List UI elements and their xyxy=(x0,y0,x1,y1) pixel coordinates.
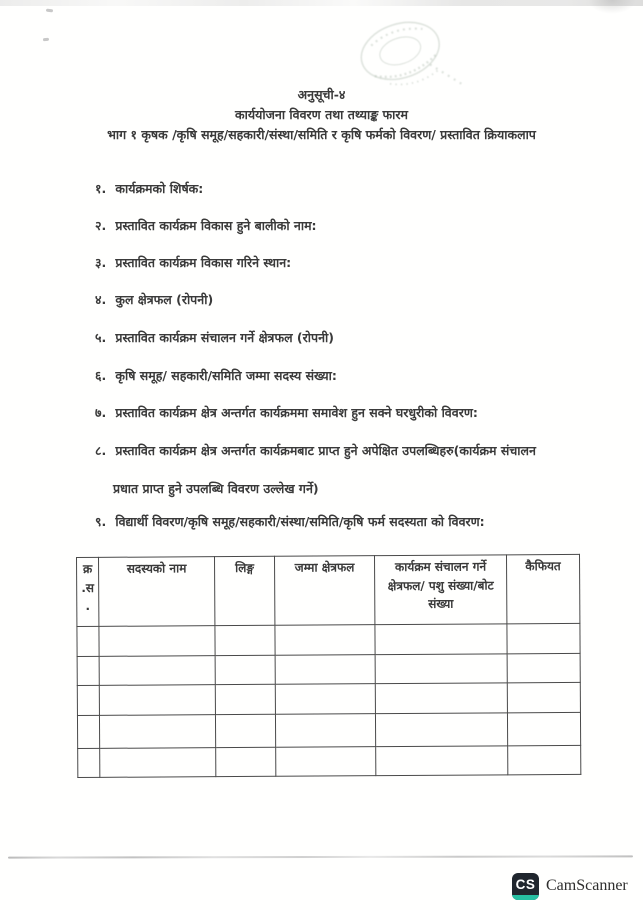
table-row xyxy=(77,712,580,748)
scan-edge-shadow xyxy=(0,0,643,6)
form-item-2 xyxy=(95,218,317,233)
col-program-area: कार्यक्रम संचालन गर्ने क्षेत्रफल/ पशु संख्या/बोट संख्या xyxy=(374,555,506,625)
item-text: प्रस्तावित कार्यक्रम क्षेत्र अन्तर्गत कार्यक्रममा समावेश हुन सक्ने घरधुरीको विवरण: xyxy=(115,405,478,420)
item-text: कुल क्षेत्रफल (रोपनी) xyxy=(115,292,214,307)
table-cell xyxy=(508,745,581,774)
table-row xyxy=(77,682,580,715)
item-number: ३. xyxy=(95,255,107,270)
table-cell xyxy=(275,714,375,748)
item-number: ७. xyxy=(95,405,107,420)
table-cell xyxy=(77,715,99,748)
item-number: ६. xyxy=(95,368,107,383)
item-text: प्रस्तावित कार्यक्रम संचालन गर्ने क्षेत्रफल (रोपनी) xyxy=(115,330,334,345)
scan-corner-shadow xyxy=(588,0,636,14)
form-item-3 xyxy=(95,255,291,270)
table-cell xyxy=(215,655,275,684)
col-remarks: कैफियत xyxy=(506,554,579,623)
form-item-5 xyxy=(95,330,334,345)
table-cell xyxy=(375,624,507,655)
table-cell xyxy=(215,684,275,714)
table-cell xyxy=(78,748,100,777)
form-item-7 xyxy=(95,405,478,420)
table-cell xyxy=(99,656,215,686)
table-cell xyxy=(507,653,580,682)
item-text: प्रस्तावित कार्यक्रम विकास हुने बालीको नाम: xyxy=(115,218,317,233)
form-item-6 xyxy=(95,368,337,383)
table-cell xyxy=(507,712,580,745)
table-cell xyxy=(77,626,99,656)
table-cell xyxy=(77,656,99,685)
camscanner-icon-letters: CS xyxy=(515,876,536,892)
table-cell xyxy=(99,685,215,716)
table-cell xyxy=(375,654,507,684)
form-item-8-continued: प्रधात प्राप्त हुने उपलब्धि विवरण उल्लेख गर्ने) xyxy=(113,481,319,496)
table-cell xyxy=(100,748,216,778)
camscanner-watermark xyxy=(512,872,628,900)
table-cell xyxy=(276,747,376,777)
table-cell xyxy=(375,713,507,747)
table-cell xyxy=(275,625,375,656)
paper-fold-crease xyxy=(8,855,633,858)
col-serial-no: क्र .स . xyxy=(77,557,99,626)
item-number: २. xyxy=(95,218,107,233)
table-row xyxy=(78,745,581,777)
col-member-name: सदस्यको नाम xyxy=(99,557,215,627)
form-item-4 xyxy=(95,292,213,307)
table-cell xyxy=(275,655,375,685)
table-cell xyxy=(77,685,99,715)
part-title: भाग १ कृषक /कृषि समूह/सहकारी/संस्था/समिति र कृषि फर्मको विवरण/ प्रस्तावित क्रियाकलाप xyxy=(107,127,536,142)
table-cell xyxy=(376,746,508,776)
form-title: कार्ययोजना विवरण तथा तथ्याङ्क फारम xyxy=(235,107,408,122)
table-cell xyxy=(275,684,375,715)
table-row xyxy=(77,653,580,685)
col-gender: लिङ्ग xyxy=(215,556,275,625)
scan-speck xyxy=(43,38,49,42)
item-text: विद्यार्थी विवरण/कृषि समूह/सहकारी/संस्था/समिति/कृषि फर्म सदस्यता को विवरण: xyxy=(115,514,485,529)
table-cell xyxy=(99,715,215,749)
item-text: प्रस्तावित कार्यक्रम क्षेत्र अन्तर्गत कार्यक्रमबाट प्राप्त हुने अपेक्षित उपलब्धिहरु(कार्यक्रम संचालन xyxy=(115,443,536,458)
form-item-9 xyxy=(95,514,485,529)
item-text: प्रस्तावित कार्यक्रम विकास गरिने स्थान: xyxy=(115,255,292,270)
members-table xyxy=(76,554,581,778)
schedule-title: अनुसूची-४ xyxy=(297,87,346,102)
item-number: १. xyxy=(95,181,107,196)
camscanner-label: CamScanner xyxy=(546,877,628,894)
table-header-row xyxy=(77,554,580,626)
table-cell xyxy=(215,625,275,655)
item-number: ८. xyxy=(95,443,107,458)
camscanner-icon-accent xyxy=(512,895,539,900)
item-number: ५. xyxy=(95,330,107,345)
table-cell xyxy=(375,683,507,714)
table-cell xyxy=(216,747,276,776)
col-total-area: जम्मा क्षेत्रफल xyxy=(274,556,374,626)
table-cell xyxy=(215,714,275,747)
document-header xyxy=(0,85,643,145)
form-item-8 xyxy=(95,443,536,458)
table-cell xyxy=(507,682,580,712)
table-cell xyxy=(507,623,580,653)
table-cell xyxy=(99,626,215,657)
item-number: ४. xyxy=(95,292,107,307)
item-text: कृषि समूह/ सहकारी/समिति जम्मा सदस्य संख्या: xyxy=(115,368,337,383)
item-text: कार्यक्रमको शिर्षक: xyxy=(115,181,204,196)
scan-speck xyxy=(46,9,53,13)
form-item-1 xyxy=(95,181,203,196)
table-row xyxy=(77,623,580,656)
camscanner-icon xyxy=(512,873,539,900)
item-number: ९. xyxy=(95,514,107,529)
